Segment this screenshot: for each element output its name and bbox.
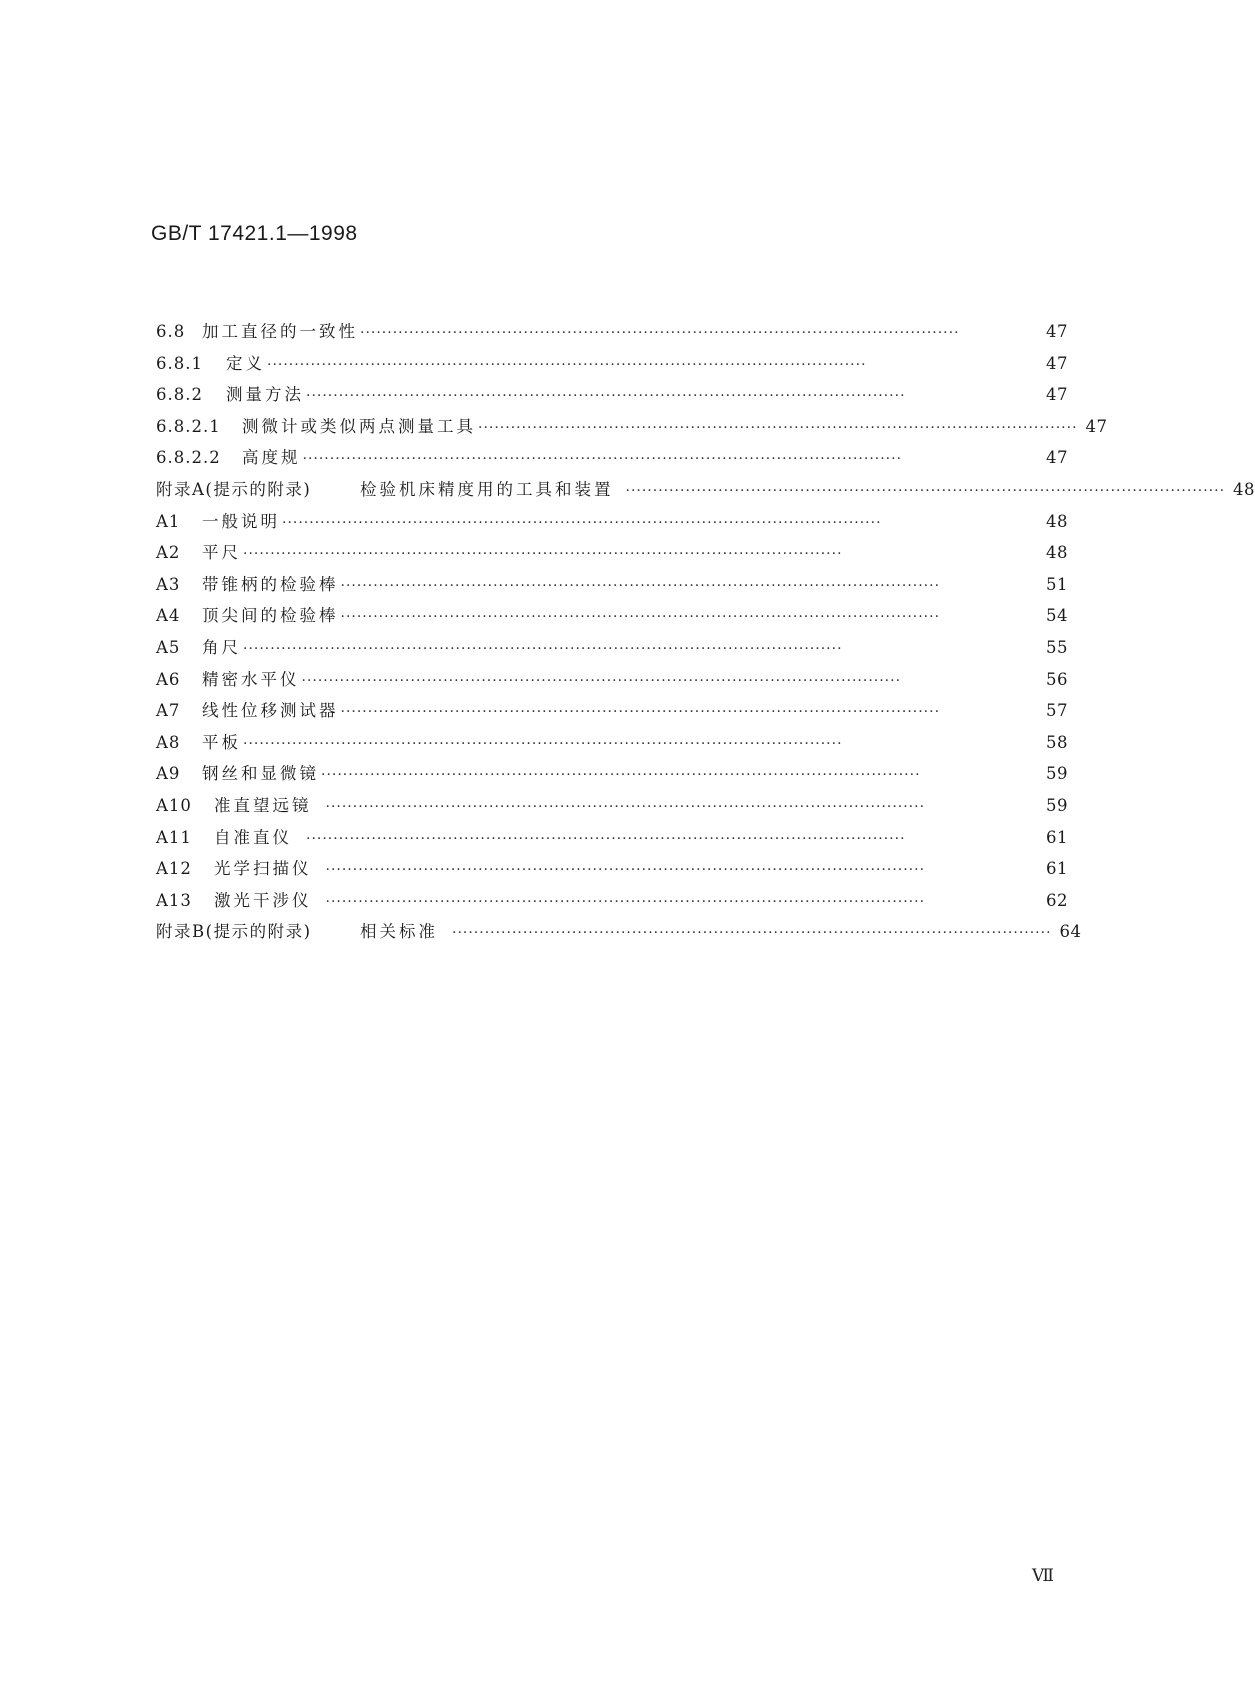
- toc-entry[interactable]: [156, 885, 1068, 917]
- toc-entry-number: 6.8.1: [156, 353, 203, 373]
- toc-entry-number: 附录A(提示的附录): [156, 479, 312, 499]
- toc-entry[interactable]: [156, 822, 1068, 854]
- toc-entry-page: 59: [1046, 795, 1068, 815]
- toc-entry[interactable]: [156, 916, 1082, 948]
- toc-entry-page: 48: [1233, 479, 1255, 499]
- toc-entry[interactable]: [156, 474, 1255, 506]
- toc-entry-title: 加工直径的一致性: [202, 322, 358, 341]
- toc-entry-number: A10: [156, 795, 192, 815]
- toc-entry-page: 47: [1046, 353, 1068, 373]
- toc-entry-title: 定义: [226, 353, 265, 373]
- toc-leader-dots: ··············································································································: [243, 546, 843, 563]
- toc-entry-number: A3: [156, 574, 181, 594]
- toc-entry-title: 准直望远镜: [214, 795, 312, 815]
- toc-entry-number: 6.8: [156, 322, 186, 341]
- toc-leader-dots: ··············································································································: [325, 893, 926, 910]
- toc-entry-page: 48: [1046, 543, 1068, 563]
- toc-entry[interactable]: [156, 316, 1068, 348]
- toc-leader-dots: ··············································································································: [302, 451, 903, 468]
- toc-entry-number: A8: [156, 732, 181, 752]
- toc-entry-title: 测量方法: [226, 385, 304, 405]
- toc-entry-page: 62: [1046, 890, 1068, 910]
- standard-number: GB/T 17421.1—1998: [151, 222, 358, 245]
- table-of-contents: [156, 316, 1255, 948]
- toc-entry-title: 顶尖间的检验棒: [202, 606, 339, 626]
- toc-leader-dots: ··············································································································: [340, 577, 941, 594]
- toc-leader-dots: ··············································································································: [625, 482, 1226, 499]
- toc-entry-number: A7: [156, 701, 181, 721]
- toc-entry-number: A11: [156, 827, 192, 847]
- toc-entry[interactable]: [156, 600, 1068, 632]
- toc-entry-title: 角尺: [202, 637, 241, 657]
- toc-leader-dots: ··············································································································: [301, 672, 902, 689]
- toc-entry-title: 线性位移测试器: [202, 701, 339, 721]
- toc-entry[interactable]: [156, 506, 1068, 538]
- toc-entry-title: 平板: [202, 732, 241, 752]
- toc-entry[interactable]: [156, 569, 1068, 601]
- toc-entry[interactable]: [156, 695, 1068, 727]
- toc-entry-page: 48: [1046, 511, 1068, 531]
- toc-entry-title: 高度规: [242, 448, 301, 468]
- toc-entry-title: 钢丝和显微镜: [202, 764, 319, 784]
- toc-entry-page: 56: [1046, 669, 1068, 689]
- toc-entry-number: A6: [156, 669, 181, 689]
- toc-entry-title: 平尺: [202, 543, 241, 563]
- toc-entry-page: 47: [1046, 322, 1068, 341]
- toc-entry[interactable]: [156, 632, 1068, 664]
- toc-entry[interactable]: [156, 727, 1068, 759]
- toc-entry-page: 47: [1085, 416, 1108, 436]
- toc-entry[interactable]: [156, 664, 1068, 696]
- toc-entry-number: A9: [156, 764, 181, 784]
- toc-entry-title: 光学扫描仪: [214, 859, 312, 879]
- toc-leader-dots: ··············································································································: [267, 356, 867, 373]
- toc-entry-page: 55: [1046, 637, 1068, 657]
- toc-entry[interactable]: [156, 790, 1068, 822]
- toc-leader-dots: ··············································································································: [478, 419, 1078, 436]
- toc-entry-page: 58: [1046, 732, 1068, 752]
- toc-leader-dots: ··············································································································: [325, 862, 926, 879]
- toc-entry-page: 47: [1046, 448, 1068, 468]
- toc-entry-number: A2: [156, 543, 181, 563]
- toc-entry-page: 61: [1046, 827, 1068, 847]
- toc-entry-page: 47: [1046, 385, 1068, 405]
- toc-leader-dots: ··············································································································: [321, 767, 921, 784]
- toc-leader-dots: ··············································································································: [306, 388, 906, 405]
- toc-entry-number: 6.8.2: [156, 385, 203, 405]
- toc-entry-number: 6.8.2.2: [156, 448, 221, 468]
- toc-entry-title: 测微计或类似两点测量工具: [242, 416, 476, 436]
- toc-leader-dots: ··············································································································: [360, 325, 960, 341]
- toc-entry-page: 64: [1059, 922, 1082, 942]
- toc-entry-number: A4: [156, 606, 181, 626]
- toc-entry-number: 6.8.2.1: [156, 416, 221, 436]
- toc-entry-number: A13: [156, 890, 192, 910]
- toc-leader-dots: ··············································································································: [306, 830, 906, 847]
- toc-entry-number: 附录B(提示的附录): [156, 922, 312, 942]
- toc-entry[interactable]: [156, 758, 1068, 790]
- toc-entry[interactable]: [156, 442, 1068, 474]
- toc-entry-title: 检验机床精度用的工具和装置: [360, 479, 614, 499]
- toc-entry-title: 激光干涉仪: [214, 890, 312, 910]
- toc-entry-number: A5: [156, 637, 181, 657]
- toc-leader-dots: ··············································································································: [243, 640, 843, 657]
- toc-entry[interactable]: [156, 537, 1068, 569]
- toc-entry-title: 带锥柄的检验棒: [202, 574, 339, 594]
- toc-entry-page: 59: [1046, 764, 1068, 784]
- toc-leader-dots: ··············································································································: [243, 735, 843, 752]
- toc-entry-title: 一般说明: [202, 511, 280, 531]
- toc-entry-title: 自准直仪: [214, 827, 292, 847]
- toc-entry[interactable]: [156, 853, 1068, 885]
- toc-entry[interactable]: [156, 348, 1068, 380]
- page-number: Ⅶ: [1032, 1566, 1054, 1586]
- toc-leader-dots: ··············································································································: [340, 609, 941, 626]
- toc-leader-dots: ··············································································································: [325, 798, 926, 815]
- toc-leader-dots: ··············································································································: [452, 925, 1052, 942]
- toc-entry-page: 57: [1046, 701, 1068, 721]
- toc-entry[interactable]: [156, 411, 1108, 443]
- toc-leader-dots: ··············································································································: [340, 704, 941, 721]
- toc-entry-title: 精密水平仪: [202, 669, 300, 689]
- toc-entry-page: 61: [1046, 859, 1068, 879]
- toc-entry-page: 54: [1046, 606, 1068, 626]
- toc-entry-number: A12: [156, 859, 192, 879]
- toc-entry-title: 相关标准: [360, 922, 438, 942]
- toc-leader-dots: ··············································································································: [282, 514, 882, 531]
- toc-entry[interactable]: [156, 379, 1068, 411]
- toc-entry-page: 51: [1046, 574, 1068, 594]
- toc-entry-number: A1: [156, 511, 181, 531]
